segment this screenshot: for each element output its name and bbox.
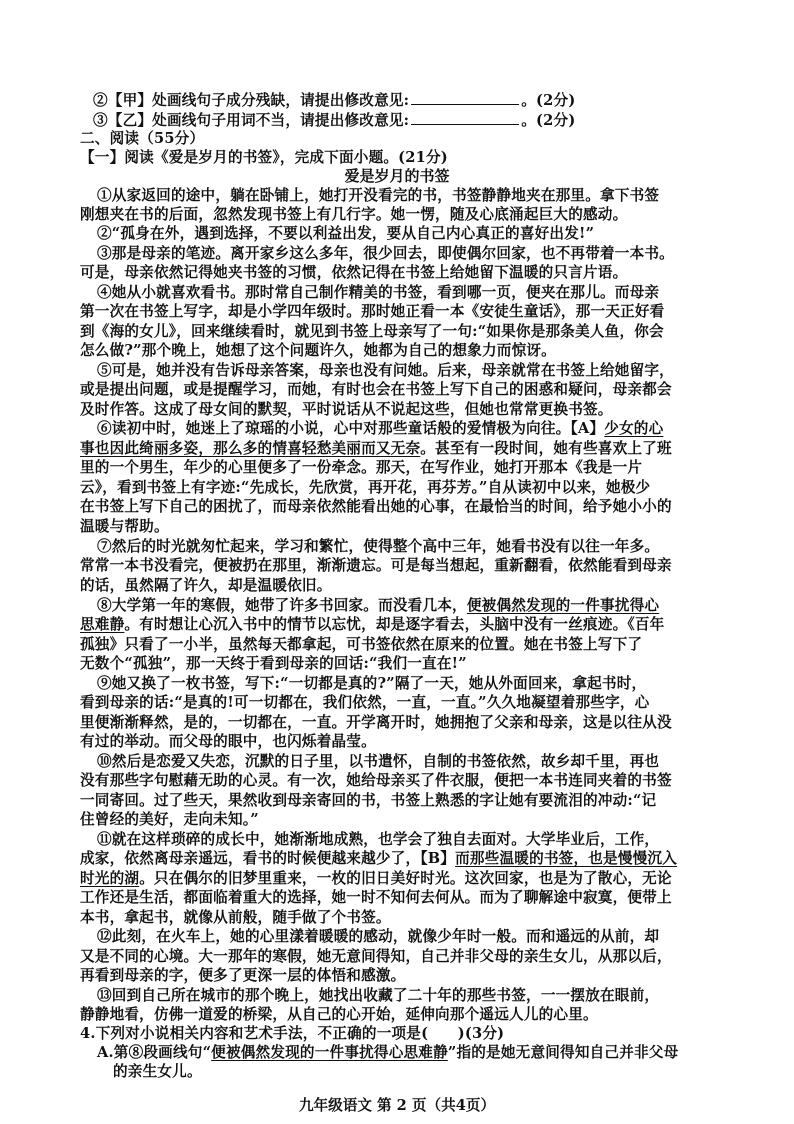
passage-text: ⑥读初中时，她迷上了琼瑶的小说，心中对那些童话般的爱情极为向往。 [97,420,571,437]
passage-line [97,596,659,616]
passage-line: ③那是母亲的笔迹。离开家乡这么多年，很少回去，即使偶尔回家，也不再带着一本书。 [97,245,674,262]
passage-line: 怎么做?”那个晚上，她想了这个问题许久，她都为自己的想象力而惊讶。 [80,342,556,359]
section-heading: 二、阅读（55分） [80,130,205,147]
underlined-sentence-a: 少女的心 [604,420,664,437]
passage-line: 无数个“孤独”，那一天终于看到母亲的回话:“我们一直在!” [80,655,467,672]
passage-line: 里的一个男生，年少的心里便多了一份牵念。那天，在写作业，她打开那本《我是一片 [80,459,643,476]
passage-line: ⑤可是，她并没有告诉母亲答案，母亲也没有问她。后来，母亲就常在书签上给她留字， [97,362,674,379]
question-2-prompt: ②【甲】处画线句子成分残缺，请提出修改意见: [93,92,410,109]
passage-line: 再看到母亲的字，便多了更深一层的体悟和感激。 [80,967,406,984]
passage-line: 在书签上写下自己的困扰了，而母亲依然能看出她的心事，在最恰当的时间，给予她小小的 [80,498,672,515]
passage-line [80,869,672,889]
option-a-text: A.第⑧段画线句“ [97,1044,212,1061]
passage-line: ⑪就在这样琐碎的成长中，她渐渐地成熟，也学会了独自去面对。大学毕业后，工作， [97,831,660,848]
passage-line [80,849,677,869]
passage-line [80,439,672,459]
passage-line: 里便渐渐释然，是的，一切都在，一直。开学离开时，她拥抱了父亲和母亲，这是以往从没 [80,714,672,731]
passage-line: 刚想夹在书的后面，忽然发现书签上有几行字。她一愣，随及心底涌起巨大的感动。 [80,206,628,223]
passage-line: 一同寄回。过了些天，果然收到母亲寄回的书，书签上熟悉的字让她有要流泪的冲动:“记 [80,792,657,809]
option-a-continuation: 的亲生女儿。 [113,1063,202,1080]
passage-text: ⑧大学第一年的寒假，她带了许多书回家。而没看几本， [97,597,467,614]
underlined-sentence-a-cont: 事也因此绮丽多姿，那么多的情喜轻愁美丽而又无奈 [80,440,421,457]
passage-line: 没有那些字句慰藉无助的心灵。有一次，她给母亲买了件衣服，便把一本书连同夹着的书签 [80,772,672,789]
passage-line: 可是，母亲依然记得她夹书签的习惯，依然记得在书签上给她留下温暖的只言片语。 [80,264,628,281]
passage-line: 工作还是生活，都面临着重大的选择，她一时不知何去何从。而为了聊解途中寂寞，便带上 [80,889,672,906]
passage-text: 成家，依然离母亲遥远，看书的时候便越来越少了， [80,850,421,867]
passage-line: ⑦然后的时光就匆忙起来，学习和繁忙，使得整个高中三年，她看书没有以往一年多。 [97,538,660,555]
underlined-sentence-b: 而那些温暖的书签，也是慢慢沉入 [455,850,678,867]
question-2-score: 。(2分) [521,92,576,109]
passage-line [80,615,664,635]
passage-line: 本书，拿起书，就像从前般，随手做了个书签。 [80,909,391,926]
passage-line: 第一次在书签上写字，却是小学四年级时。那时她正看一本《安徒生童话》，那一天正好看 [80,303,665,320]
passage-text: 。有时想让心沉入书中的情节以忘忧，却是逐字看去，头脑中没有一丝痕迹。《百年 [124,616,665,633]
underlined-sentence-8-cont: 思难静 [80,616,125,633]
passage-text: 。只在偶尔的旧梦里重来，一枚的旧日美好时光。这次回家，也是为了散心，无论 [139,870,672,887]
passage-line [97,419,663,439]
passage-line: ⑫此刻，在火车上，她的心里漾着暖暖的感动，就像少年时一般。而和遥远的从前，却 [97,928,660,945]
passage-line: 住曾经的美好，走向未知。” [80,811,259,828]
page-footer: 九年级语文 第 2 页（共4页） [298,1097,496,1114]
question-3-score: 。(2分) [521,112,576,129]
passage-line: 又是不同的心境。大一那年的寒假，她无意间得知，自己并非父母的亲生女儿，从那以后， [80,948,672,965]
passage-line: ②“孤身在外，遇到选择，不要以利益出发，要从自己内心真正的喜好出发!” [97,225,595,242]
passage-line: ⑩然后是恋爱又失恋，沉默的日子里，以书遣怀，自制的书签依然，故乡却千里，再也 [97,753,660,770]
answer-blank-3[interactable] [411,110,519,125]
passage-text: 。甚至有一段时间，她有些喜欢上了班 [420,440,672,457]
marker-a: 【A】 [570,420,605,437]
question-3-line [93,110,575,131]
option-a[interactable] [97,1043,678,1063]
option-a-text: ”指的是她无意间得知自己并非父母 [447,1044,679,1061]
passage-title: 爱是岁月的书签 [344,167,450,185]
passage-line: 常常一本书没看完，便被扔在那里，渐渐遗忘。可是每当想起，重新翻看，依然能看到母亲 [80,557,672,574]
passage-line: 及时作答。这成了母女间的默契，平时说话从不说起这些，但她也常常更换书签。 [80,401,613,418]
passage-line: ⑬回到自己所在城市的那个晚上，她找出收藏了二十年的那些书签，一一摆放在眼前， [97,987,660,1004]
passage-line: ⑨她又换了一枚书签，写下:“一切都是真的?”隔了一天，她从外面回来，拿起书时， [97,675,647,692]
passage-line: 的话，虽然隔了许久，却是温暖依旧。 [80,577,332,594]
question-4-stem: 4.下列对小说相关内容和艺术手法，不正确的一项是( )(3分) [80,1025,505,1042]
passage-line: 孤独》只看了一小半，虽然每天都拿起，可书签依然在原来的位置。她在书签上写下了 [80,636,643,653]
underlined-sentence-b-cont: 时光的湖 [80,870,140,887]
answer-blank-2[interactable] [411,90,519,105]
passage-line: 到《海的女儿》，回来继续看时，就见到书签上母亲写了一句:“如果你是那条美人鱼，你会 [80,323,664,340]
passage-line: 或是提出问题，或是提醒学习，而她，有时也会在书签上写下自己的困惑和疑问，母亲都会 [80,381,672,398]
passage-line: 看到母亲的话:“是真的!可一切都在，我们依然，一直，一直。”久久地凝望着那些字，心 [80,694,650,711]
passage-line: 有过的举动。而父母的眼中，也闪烁着晶莹。 [80,733,376,750]
underlined-sentence-8: 便被偶然发现的一件事扰得心 [466,597,660,614]
marker-b: 【B】 [420,850,456,867]
part-heading: 【一】阅读《爱是岁月的书签》，完成下面小题。(21分) [80,149,448,166]
passage-line: ①从家返回的途中，躺在卧铺上，她打开没看完的书，书签静静地夹在那里。拿下书签 [97,187,660,204]
question-3-prompt: ③【乙】处画线句子用词不当，请提出修改意见: [93,112,410,129]
question-2-line [93,90,575,111]
passage-line: ④她从小就喜欢看书。那时常自己制作精美的书签，看到哪一页，便夹在那儿。而母亲 [97,284,660,301]
passage-line: 温暖与帮助。 [80,518,169,535]
passage-line: 静静地看，仿佛一道爱的桥梁，从自己的心开始，延伸向那个遥远人儿的心里。 [80,1006,598,1023]
passage-line: 云》，看到书签上有字迹:“先成长，先欣赏，再开花，再芬芳。”自从读初中以来，她极少 [80,479,651,496]
option-a-underlined: 便被偶然发现的一件事扰得心思难静 [211,1044,448,1061]
